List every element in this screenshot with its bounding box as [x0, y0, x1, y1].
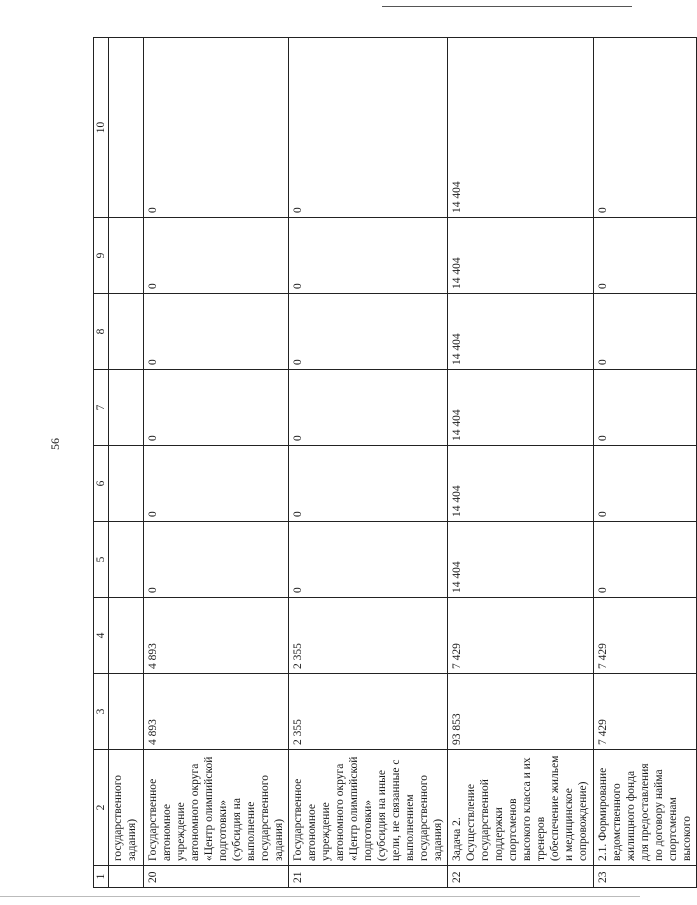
cell-col-5: 14 404: [448, 522, 593, 598]
cell-col-9: 14 404: [448, 218, 593, 294]
header-cell: 6: [94, 446, 109, 522]
header-cell: 10: [94, 38, 109, 218]
cell-col-6: 0: [289, 446, 448, 522]
cell-col-10: 0: [593, 38, 696, 218]
cell-col-6: [109, 446, 144, 522]
header-cell: 1: [94, 866, 109, 888]
cell-col-8: 0: [593, 294, 696, 370]
rotated-table-wrapper: [93, 58, 693, 888]
cell-col-8: 0: [144, 294, 289, 370]
header-cell: 9: [94, 218, 109, 294]
table-row: [144, 38, 289, 888]
cell-col-7: 0: [144, 370, 289, 446]
cell-col-7: 14 404: [448, 370, 593, 446]
cell-col-8: 14 404: [448, 294, 593, 370]
header-cell: 5: [94, 522, 109, 598]
cell-col-8: 0: [289, 294, 448, 370]
cell-col-5: 0: [289, 522, 448, 598]
cell-col-4: [109, 598, 144, 674]
header-cell: 8: [94, 294, 109, 370]
cell-col-7: 0: [593, 370, 696, 446]
cell-col-10: 14 404: [448, 38, 593, 218]
cell-col-5: 0: [144, 522, 289, 598]
cell-col-7: [109, 370, 144, 446]
cell-col-4: 7 429: [448, 598, 593, 674]
cell-col-9: 0: [144, 218, 289, 294]
table-row: [109, 38, 144, 888]
cell-col-10: 0: [144, 38, 289, 218]
cell-col-6: 14 404: [448, 446, 593, 522]
cell-col-3: 7 429: [593, 674, 696, 750]
row-number: 23: [593, 866, 696, 888]
row-number: 22: [448, 866, 593, 888]
cell-col-5: 0: [593, 522, 696, 598]
budget-table: [93, 37, 697, 888]
cell-col-3: [109, 674, 144, 750]
header-cell: 2: [94, 750, 109, 866]
cell-col-9: 0: [289, 218, 448, 294]
header-cell: 4: [94, 598, 109, 674]
cell-col-3: 2 355: [289, 674, 448, 750]
row-number: 20: [144, 866, 289, 888]
header-cell: 3: [94, 674, 109, 750]
scan-edge-line-bottom: [0, 896, 640, 897]
row-name: Государственное автономное учреждение автономного округа «Центр олимпийской подготовки» (субсидия на иные цели, не связанные с выполнением государственного задания): [289, 750, 448, 866]
cell-col-8: [109, 294, 144, 370]
row-name: государственного задания): [109, 750, 144, 866]
cell-col-4: 7 429: [593, 598, 696, 674]
cell-col-6: 0: [593, 446, 696, 522]
cell-col-3: 4 893: [144, 674, 289, 750]
row-name: Задача 2. Осуществление государственной поддержки спортсменов высокого класса и их тренеров (обеспечение жильем и медицинское сопровождение): [448, 750, 593, 866]
row-name: Государственное автономное учреждение автономного округа «Центр олимпийской подготовки» (субсидия на выполнение государственного задания): [144, 750, 289, 866]
row-number: [109, 866, 144, 888]
scan-edge-line-top: [382, 6, 632, 7]
cell-col-7: 0: [289, 370, 448, 446]
table-row: [448, 38, 593, 888]
row-number: 21: [289, 866, 448, 888]
table-header-row: [94, 38, 109, 888]
cell-col-4: 4 893: [144, 598, 289, 674]
page-number: 56: [48, 438, 62, 450]
cell-col-5: [109, 522, 144, 598]
row-name: 2.1. Формирование ведомственного жилищного фонда для предоставления по договору найма спортсменам высокого: [593, 750, 696, 866]
cell-col-10: 0: [289, 38, 448, 218]
table-row: [593, 38, 696, 888]
cell-col-10: [109, 38, 144, 218]
cell-col-6: 0: [144, 446, 289, 522]
table-row: [289, 38, 448, 888]
cell-col-4: 2 355: [289, 598, 448, 674]
cell-col-9: 0: [593, 218, 696, 294]
header-cell: 7: [94, 370, 109, 446]
cell-col-9: [109, 218, 144, 294]
cell-col-3: 93 853: [448, 674, 593, 750]
